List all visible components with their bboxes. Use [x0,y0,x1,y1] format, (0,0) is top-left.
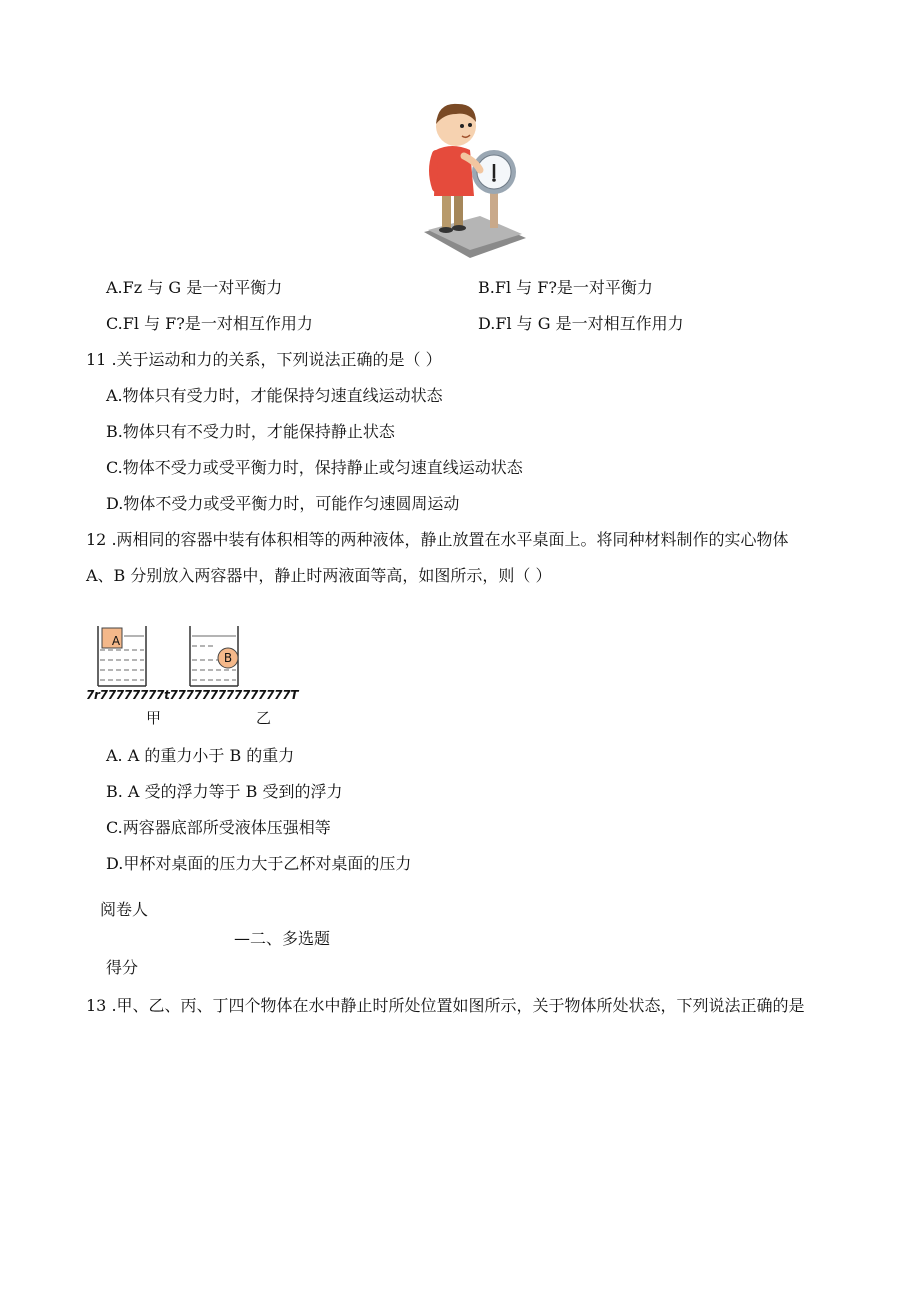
q12-option-b: B. A 受的浮力等于 B 受到的浮力 [106,782,343,801]
boy-leg-right [454,194,463,226]
q13-stem: 13 .甲、乙、丙、丁四个物体在水中静止时所处位置如图所示，关于物体所处状态，下列说法正确的是 [86,996,805,1015]
label-jia: 甲 [146,709,162,727]
q11-option-b: B.物体只有不受力时，才能保持静止状态 [106,422,395,441]
label-yi: 乙 [256,709,272,727]
boy-leg-left [442,194,451,228]
q10-option-b: B.Fl 与 F?是一对平衡力 [478,278,653,297]
block-a-label: A [111,634,121,648]
table-surface-text: 7r77777777t777777777777777T [86,688,299,702]
q12-stem-line1: 12 .两相同的容器中装有体积相等的两种液体，静止放置在水平桌面上。将同种材料制作的实心物体 [86,530,789,549]
grader-score-label: 得分 [106,958,139,977]
section-title: —二、多选题 [234,929,331,948]
grader-reviewer-label: 阅卷人 [100,900,149,919]
q10-option-c: C.Fl 与 F?是一对相互作用力 [106,314,313,333]
q11-option-d: D.物体不受力或受平衡力时，可能作匀速圆周运动 [106,494,460,513]
boy-shirt [434,146,474,196]
q12-containers-figure [84,622,294,690]
scale-post [490,192,498,228]
q12-option-d: D.甲杯对桌面的压力大于乙杯对桌面的压力 [106,854,412,873]
q12-stem-line2: A、B 分别放入两容器中，静止时两液面等高，如图所示，则（ ） [86,566,552,585]
ball-b-label: B [223,651,233,665]
q12-option-c: C.两容器底部所受液体压强相等 [106,818,331,837]
q10-option-d: D.Fl 与 G 是一对相互作用力 [478,314,684,333]
boy-on-scale-illustration [418,92,530,262]
q12-option-a: A. A 的重力小于 B 的重力 [106,746,295,765]
q11-stem: 11 .关于运动和力的关系，下列说法正确的是（ ） [86,350,442,369]
q11-option-a: A.物体只有受力时，才能保持匀速直线运动状态 [106,386,443,405]
q10-option-a: A.Fz 与 G 是一对平衡力 [106,278,283,297]
q11-option-c: C.物体不受力或受平衡力时，保持静止或匀速直线运动状态 [106,458,523,477]
